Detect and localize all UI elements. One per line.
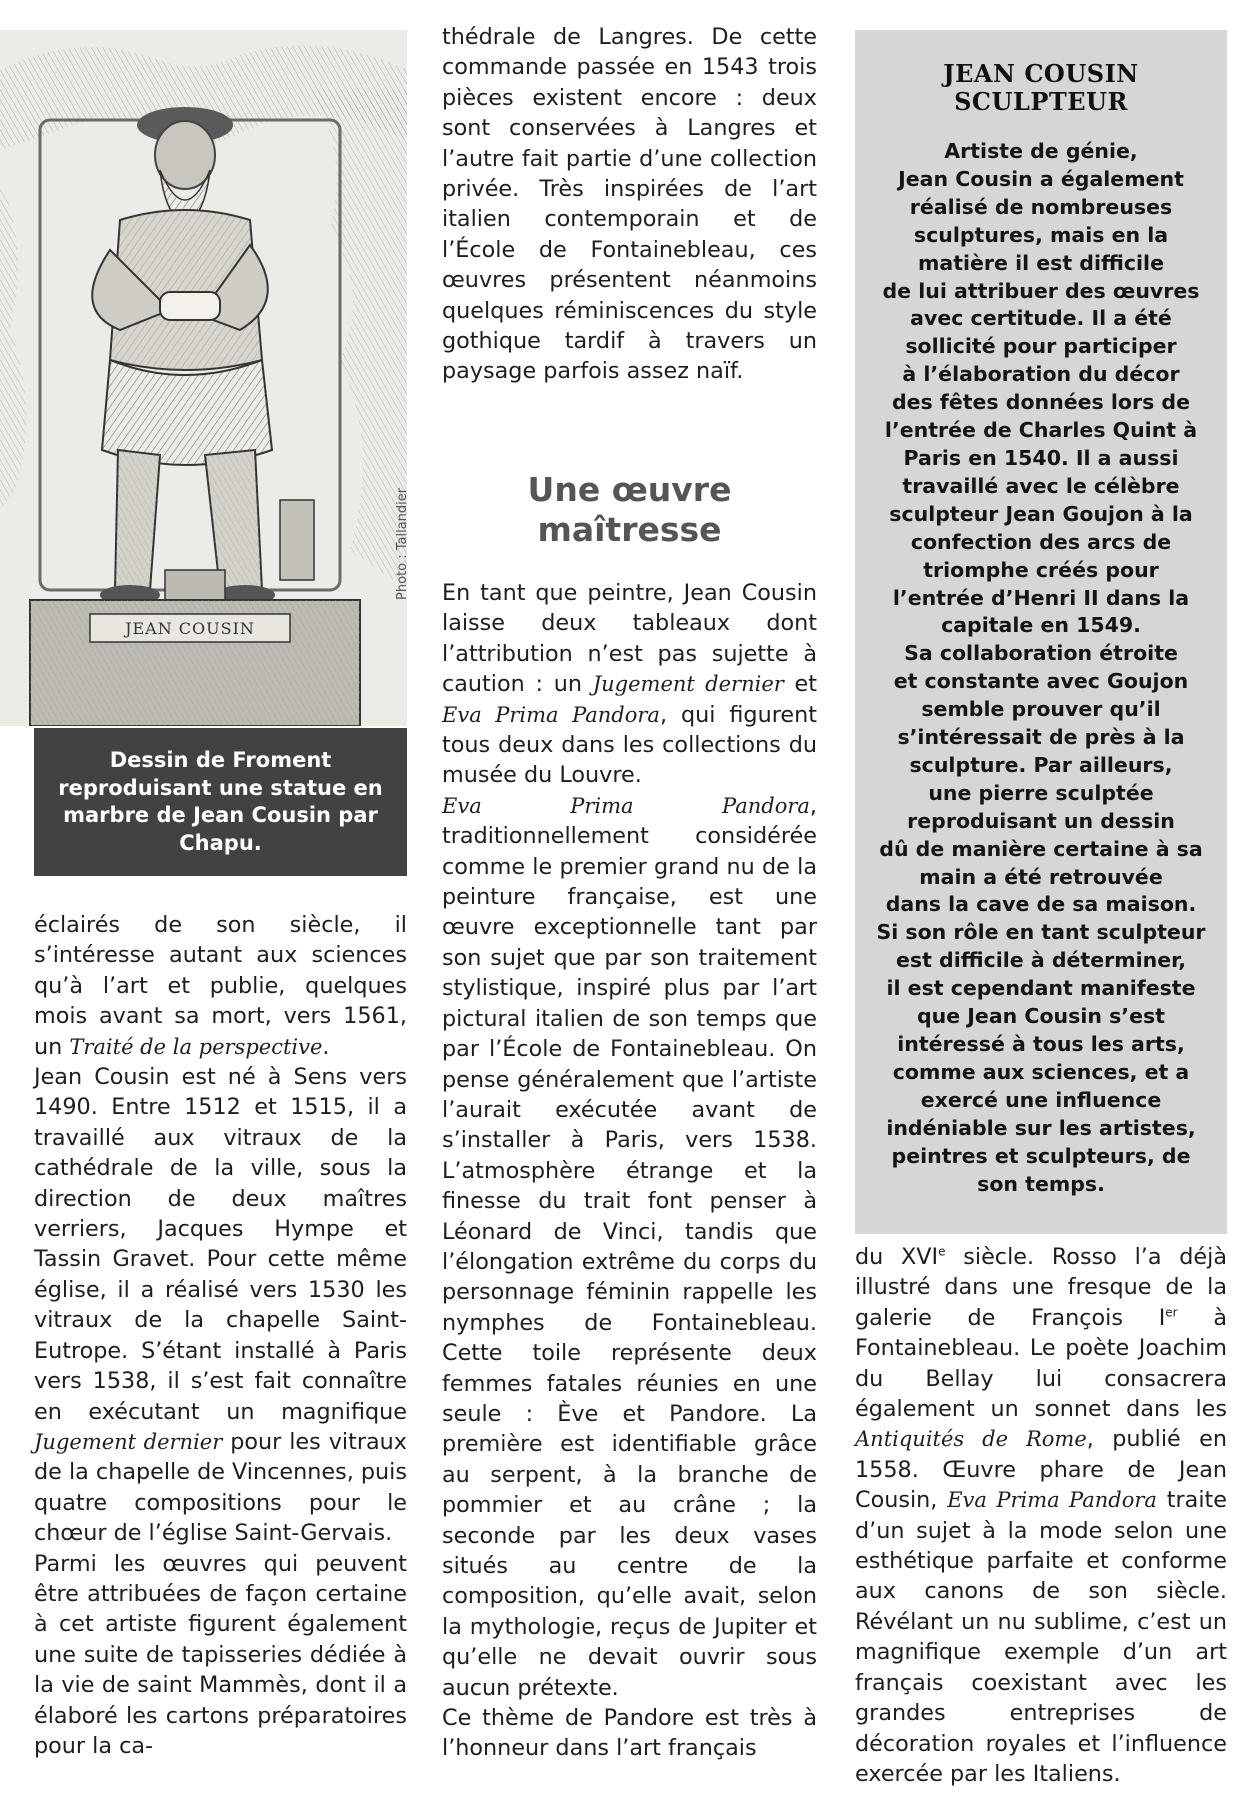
text-run: , traditionnellement considérée comme le premier grand nu de la peinture française, est une œuvre exceptionnelle tant par son sujet que par son traitement stylistique, inspiré plus par l’art pictural italien de son temps que par l’École de Fontainebleau. On pense généralement que l’artiste l’aurait exécutée avant de s’installer à Paris, vers 1538. L’atmosphère étrange et la finesse du trait font penser à Léonard de Vinci, tandis que l’élongation extrême du corps du personnage féminin rappelle les nymphes de Fontainebleau. Cette toile représente deux femmes fatales réunies en une seule : Ève et Pandore. La première est identifiable grâce au serpent, à la branche de pommier et au crâne ; la seconde par les deux vases situés au centre de la composition, qu’elle avait, selon la mythologie, reçus de Jupiter et qu’elle ne devait ouvrir sous aucun prétexte.: [442, 792, 817, 1701]
figure-caption: Dessin de Froment reproduisant une statue en marbre de Jean Cousin par Chapu.: [34, 728, 407, 876]
column-1-text: [34, 910, 407, 1761]
paragraph: Ce thème de Pandore est très à l’honneur dans l’art français: [442, 1705, 817, 1762]
artwork-title: Jugement dernier: [592, 672, 784, 697]
artwork-title: Eva Prima Pandora: [442, 702, 660, 727]
column-3-text: [855, 1242, 1227, 1789]
column-2-top-text: [442, 22, 817, 387]
paragraph: [855, 1242, 1227, 1789]
statue-pedestal-label: JEAN COUSIN: [125, 618, 255, 638]
sidebar-title-line: SCULPTEUR: [954, 87, 1128, 116]
book-title: Antiquités de Rome: [855, 1427, 1087, 1452]
superscript: e: [938, 1244, 946, 1259]
text-run: siècle. Rosso l’a déjà illustré dans une fresque de la galerie de François I: [855, 1244, 1227, 1331]
paragraph: Parmi les œuvres qui peuvent être attribuées de façon certaine à cet artiste figurent également une suite de tapisseries dédiée à la vie de saint Mammès, dont il a élaboré les cartons préparatoires pour la ca-: [34, 1550, 407, 1759]
text-run: En tant que peintre, Jean Cousin laisse deux tableaux dont l’attribution n’est pas sujette à caution : un: [442, 580, 817, 698]
text-run: .: [322, 1033, 330, 1060]
text-run: , qui figurent tous deux dans les collections du musée du Louvre.: [442, 701, 817, 789]
text-run: et: [783, 671, 817, 698]
text-run: du XVI: [855, 1244, 939, 1270]
paragraph: [34, 910, 407, 1062]
text-run: traite d’un sujet à la mode selon une esthétique parfaite et conforme aux canons de son siècle. Révélant un nu sublime, c’est un magnifique exemple d’un art français coexistant avec les grandes entreprises de décoration royales et l’influence exercée par les Italiens.: [855, 1487, 1227, 1787]
paragraph: [442, 791, 817, 1703]
book-title: Traité de la perspective: [69, 1034, 323, 1059]
artwork-title: Jugement dernier: [34, 1429, 223, 1454]
sidebar-title-line: JEAN COUSIN: [943, 59, 1139, 88]
sidebar-box: [855, 30, 1227, 1234]
paragraph: [442, 578, 817, 791]
text-run: éclairés de son siècle, il s’intéresse autant aux sciences qu’à l’art et publie, quelques mois avant sa mort, vers 1561, un: [34, 912, 407, 1060]
sidebar-title: [869, 60, 1213, 116]
text-run: pour les vitraux de la chapelle de Vincennes, puis quatre compositions pour le chœur de l’église Saint-Gervais.: [34, 1428, 407, 1547]
artwork-title: Eva Prima Pandora: [947, 1488, 1157, 1513]
paragraph: thédrale de Langres. De cette commande passée en 1543 trois pièces existent encore : deux sont conservées à Langres et l’autre fait partie d’une collection privée. Très inspirées de l’art italien contemporain et de l’École de Fontainebleau, ces œuvres présentent néanmoins quelques réminiscences du style gothique tardif à travers un paysage parfois assez naïf.: [442, 24, 817, 385]
artwork-title: Eva Prima Pandora: [442, 793, 810, 818]
sidebar-body: Artiste de génie, Jean Cousin a également réalisé de nombreuses sculptures, mais en la matière il est difficile de lui attribuer des œuvres avec certitude. Il a été sollicité pour participer à l’élaboration du décor des fêtes données lors de l’entrée de Charles Quint à Paris en 1540. Il a aussi travaillé avec le célèbre sculpteur Jean Goujon à la confection des arcs de triomphe créés pour l’entrée d’Henri II dans la capitale en 1549. Sa collaboration étroite et constante avec Goujon semble prouver qu’il s’intéressait de près à la sculpture. Par ailleurs, une pierre sculptée reproduisant un dessin dû de manière certaine à sa main a été retrouvée dans la cave de sa maison. Si son rôle en tant sculpteur est difficile à déterminer, il est cependant manifeste que Jean Cousin s’est intéressé à tous les arts, comme aux sciences, et a exercé une influence indéniable sur les artistes, peintres et sculpteurs, de son temps.: [876, 139, 1206, 1196]
section-heading: Une œuvre maîtresse: [527, 470, 732, 549]
text-run: Jean Cousin est né à Sens vers 1490. Entre 1512 et 1515, il a travaillé aux vitraux de la cathédrale de la ville, sous la direction de deux maîtres verriers, Jacques Hympe et Tassin Gravet. Pour cette même église, il a réalisé vers 1530 les vitraux de la chapelle Saint-Eutrope. S’étant installé à Paris vers 1538, il s’est fait connaître en exécutant un magnifique: [34, 1064, 407, 1425]
statue-engraving: [0, 30, 407, 726]
column-2-text: [442, 578, 817, 1764]
photo-credit: Photo : Tallandier: [395, 487, 410, 600]
text-run: à Fontainebleau. Le poète Joachim du Bellay lui consacrera également un sonnet dans les: [855, 1304, 1227, 1423]
paragraph: [34, 1062, 407, 1549]
superscript: er: [1165, 1305, 1178, 1320]
text-run: , publié en 1558. Œuvre phare de Jean Cousin,: [855, 1426, 1227, 1514]
